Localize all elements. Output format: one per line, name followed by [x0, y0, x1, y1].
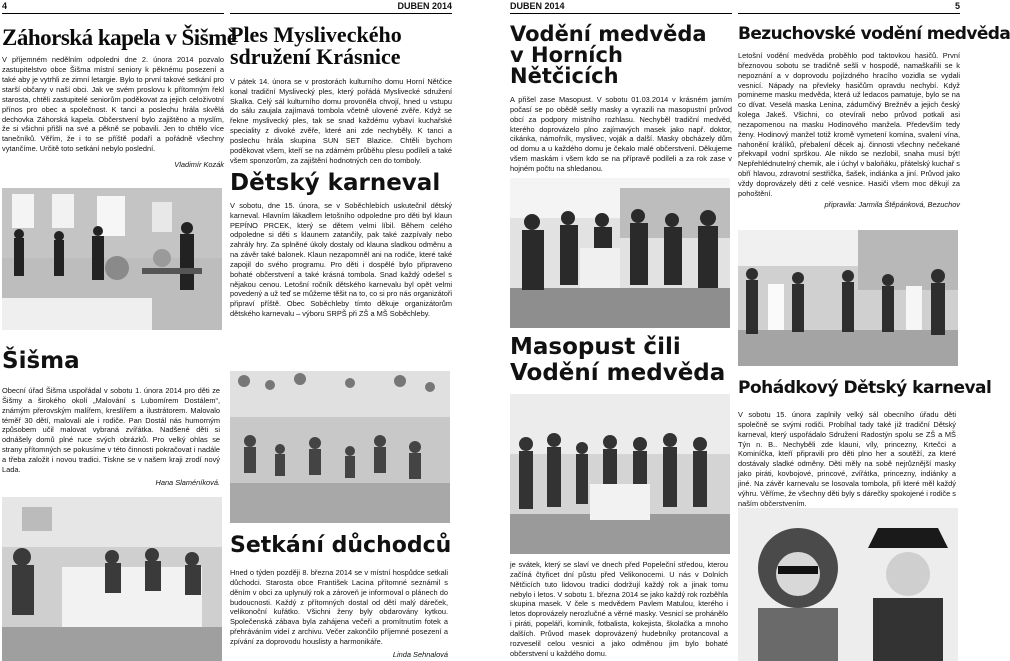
headline-bezuchovske: Bezuchovské vodění medvěda — [738, 24, 1010, 44]
page-number-left: 4 — [2, 0, 224, 14]
author-zahorska: Vladimír Kozák — [174, 160, 224, 170]
headline-karneval: Dětský karneval — [230, 169, 441, 196]
column-4 — [738, 0, 1010, 661]
page-number-right — [738, 0, 960, 14]
text-karneval: V sobotu, dne 15. února, se v Soběchlebích uskutečnil dětský karneval. Hlavním lákadlem letošního odpoledne pro děti byl klaun PEPÍNO PRCEK, který se dětem velmi líbil. Během celého odpoledne si děti s klaunem zatančily, pak také zazpívaly nebo zahrály hry. Za splněné úkoly dostaly od klauna sladkou odměnu a na závěr také balonek. Klaun nezapomněl ani na rodiče, které také zapojil do svého programu. Pro děti i dospělé bylo připraveno bohaté občerstvení a také krásná tombola. Snad každý odešel s nějakou cenou. Letošní ročník dětského karnevalu byl opět velmi povedený a už teď se můžeme těšit na to, co si pro nás organizátoři připraví příště. Obec Soběchleby tímto děkuje organizátorům dětského karnevalu – výboru SRPŠ při ZŠ a MŠ Soběchleby. — [230, 200, 452, 319]
issue-left — [230, 0, 452, 14]
text-ples: V pátek 14. února se v prostorách kulturního domu Horní Nětčice konal tradiční Myslivecký ples, který pořádá Myslivecké sdružení Skalka. Celý sál kulturního domu provoněla chvojí, hned u vstupu do sálu zaujala zajímavá tombola včetně ulovené zvěře. Když se řekne myslivecký ples, tak se snad každému vybaví kuchařské speciality z divoké zvěře, které ani zde nechyběly. K tanci a poslechu hrála skupina SUN SET Blazice. Chtěli bychom poděkovat všem, kteří se na zdárném průběhu plesu podíleli a také všem sponzorům, za zajištění hodnotných cen do tomboly. — [230, 76, 452, 165]
photo-masopust-dn — [510, 394, 730, 554]
text-sisma: Obecní úřad Šišma uspořádal v sobotu 1. února 2014 pro děti ze Šišmy a širokého okolí „Malování s Lubomírem Dostálem“, známým přerovským malířem, kreslířem a ilustrátorem. Malovalo téměř 30 dětí, malovali ale i rodiče. Pan Dostál nás humorným způsobem učil malovat vybraná zvířátka. Nadšené děti si odnášely domů plné ruce svých obrázků. Pro velký ohlas se strany přítomných se pokusíme v této činnosti pokračovat i nadále a třeba založit i novou tradici. Tiskne se v našem kraji zrodí nový Lada. — [2, 386, 220, 474]
text-pohadkovy: V sobotu 15. února zaplnily velký sál obecního úřadu děti společně se svými rodiči. Probíhal tady také již tradiční Dětský karneval, který uspořádalo Sdružení Radostýn spolu se ZŠ a MŠ Týn n. B.. Nechyběli zde klauni, víly, princezny, Krtečci a Kominíčka, kteří připravili pro děti plno her a soutěží, za které dostávaly sladké odměny. Děti měly na sobě nejrůznější masky jako piráti, kovbojové, princové, zvířátka, princezny, indiánky a jiné. Na závěr karnevalu se losovala tombola, při které měl každý výhru. Věříme, že všechny děti byly s dárečky spokojené i rodiče s naším občerstvením. — [738, 410, 956, 508]
issue-right-text: DUBEN 2014 — [510, 1, 565, 11]
headline-sisma: Šišma — [2, 348, 80, 374]
text-masopust: je svátek, který se slaví ve dnech před Popeleční středou, kterou začíná čtyřicet dní půstu před Velikonocemi. U nás v Dolních Nětčicích tuto lidovou tradici dodržují každý rok a jinak tomu nebylo i letos. V sobotu 1. března 2014 se jako každý rok rozběhla skupina masek. V čele s medvědem Pavlem Matulou, kterého i letos doprovázely nerozlučné a věrné masky. Vesnicí se prohánělo i piráti, popeláři, kominík, fotbalista, kokejista, školačka a mnoho dalších. Průvod masek doprovázený hudebníky protancoval a rozveselil celou vesnici a jako odměnou jim bylo bohaté občerstvení u každého domu. — [510, 560, 729, 658]
column-1 — [2, 0, 237, 661]
headline-setkani: Setkání důchodců — [230, 533, 452, 558]
page-number-right-text: 5 — [954, 1, 960, 11]
author-bezuchovske: připravila: Jarmila Štěpánková, Bezuchov — [824, 200, 960, 209]
author-setkani: Linda Sehnalová — [392, 650, 448, 659]
text-setkani: Hned o týden později 8. března 2014 se v místní hospůdce setkali důchodci. Starosta obce František Lacina přítomné seznámil s děním v obci za uplynulý rok a zároveň je informoval o plánech do budoucnosti. Každý z přítomných dostal od dětí malý dáreček, velikonoční kuřátko. Všichni ženy byly obdarovány kytkou. Společenská zábava byla zahájena večeři a promítnutím fotek a přehráváním videí z archivu. Večer zakončilo příjemné posezení a zpívání za doprovodu houslisty a harmonikáře. — [230, 568, 448, 646]
headline-ples: Ples Mysliveckého sdružení Krásnice — [230, 22, 402, 70]
issue-left-text: DUBEN 2014 — [397, 1, 452, 11]
photo-bezuchov — [738, 230, 958, 366]
headline-vodeni-hn: Vodění medvěda v Horních Nětčicích — [510, 22, 707, 88]
column-2 — [230, 0, 452, 661]
headline-pohadkovy: Pohádkový Dětský karneval — [738, 378, 992, 398]
photo-band — [2, 188, 222, 330]
text-zahorska: V příjemném nedělním odpoledni dne 2. února 2014 pozvalo zastupitelstvo obce Šišma místní seniory k pěknému posezení a také aby je vytrhli ze zimní letargie. Bylo to první takové setkání pro starší občany v naší obci. Jak ve svém proslovu k přítomným řekl starosta, chtěli zastupitelé seniorům poděkovat za jejich celoživotní přínos pro obec a společnost. K tanci a poslechu hrála skvělá dechovka Záhorská kapela. Občerstvení bylo zajištěno a myslím, že si všichni přišli na své a pěkně se pobavili. Jen to chtělo více tanečníků. Věřím, že i to se příště podaří a pořádně všechny vytančíme. Určitě toto setkání nebylo poslední. — [2, 55, 224, 154]
text-bezuchovske: Letošní vodění medvěda proběhlo pod taktovkou hasičů. První březnovou sobotu se tradičně sešli v hospodě, namaškařili se k nepoznání a v doprovodu pojízdného hracího vozidla se vydali vesnicí. Nápady na převleky hasičům opravdu nechybí. Když pomineme masku medvěda, která už ledacos pamatuje, bylo se na co dívat. Veselá maska Lenina, zádumčivý Brežněv a jejich český kolega Jakeš. Všichni, co otevírali nebo průvod potkali asi nezapomenou na masku Hodinového manžela. Především tedy ženy. Hodinový manžel totiž kromě vymetení komína, svalení vína, nahonění králíků, přebalení děcek aj. činnosti všechny nečekané překvapil vodní sprškou. Ale nikdo se nezlobil, snaha musí být! Nepřehlédnutelný chemik, ale i úchyl v baloňáku, přátelský kuchař s obří hlavou, zdravotní sestřička, šašek, indiánka a jiní. Průvod jako vždy doprovázely děti z celé vesnice. Hasiči všem moc děkují za pohoštění. — [738, 51, 960, 198]
photo-pohadkovy — [738, 508, 958, 661]
issue-right — [510, 0, 732, 14]
headline-masopust: Masopust čili Vodění medvěda — [510, 334, 726, 387]
photo-sisma-painting — [2, 497, 222, 661]
author-sisma: Hana Slaméníková. — [155, 478, 220, 487]
photo-karneval — [230, 371, 450, 523]
photo-masopust-hn — [510, 178, 730, 328]
column-3 — [510, 0, 732, 661]
text-vodeni-hn: A přišel zase Masopust. V sobotu 01.03.2014 v krásném jarním počasí se po obědě sešly masky a vyrazili na masopustní průvod obcí za podpory místního rozhlasu. Nechyběl tradiční medvěd, kterého doprovázelo plno zajímavých masek jako např. doktor, cikánka, námořník, myslivec, voják a další. Masky obcházely dům od domu a u každého domu je čekalo malé občerstvení. Děkujeme všem maskám i všem kdo se na přípravě podíleli a za rok zase v hojném počtu na shledanou. — [510, 95, 732, 173]
headline-zahorska: Záhorská kapela v Šišmě — [2, 25, 237, 50]
